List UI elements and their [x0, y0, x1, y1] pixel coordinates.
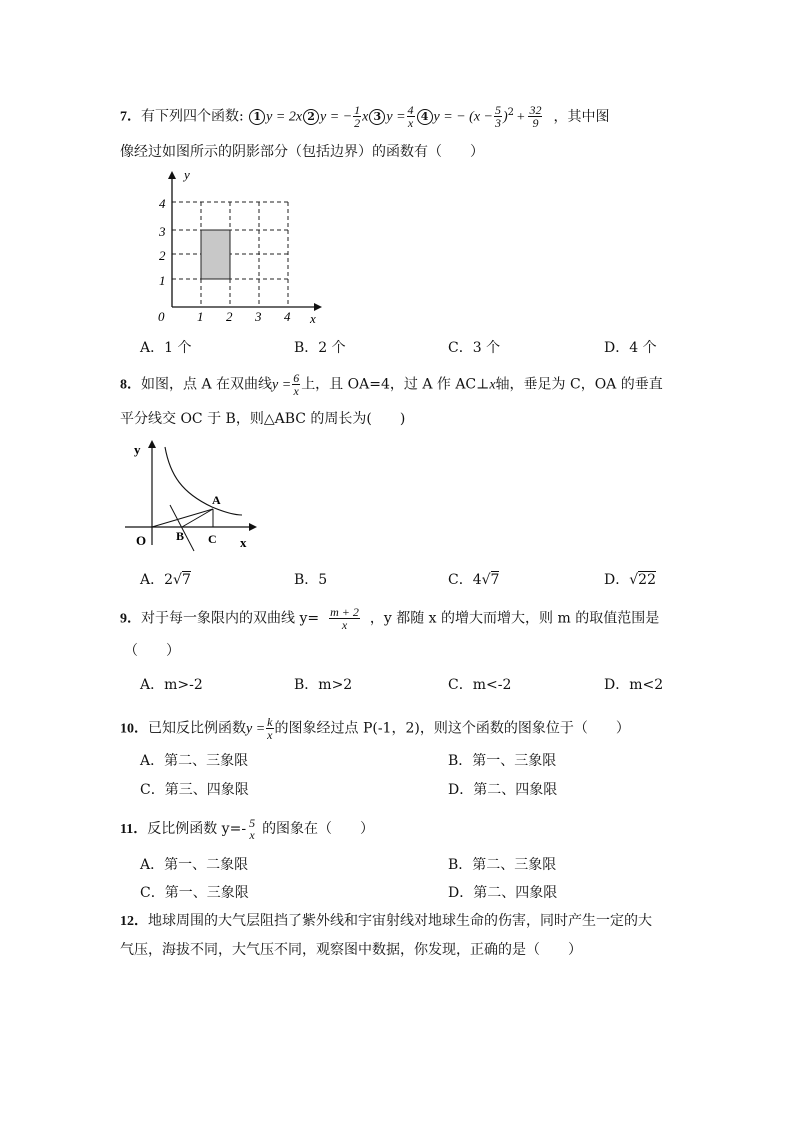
q11-f-num: 5: [249, 816, 256, 830]
q8-hyperbola-curve: [165, 447, 242, 515]
q10-lead: y =: [246, 721, 266, 737]
q11-option-b[interactable]: B．第二、三象限: [448, 857, 557, 873]
q7-f4-plus: +: [516, 109, 526, 125]
circle-2: 2: [303, 109, 319, 125]
q8-text-1: 如图，点 A 在双曲线: [141, 376, 273, 393]
q11-option-c[interactable]: C．第一、三象限: [140, 885, 249, 901]
q10-option-d[interactable]: D．第二、四象限: [448, 782, 558, 798]
sqrt-icon: √: [481, 572, 491, 588]
q7-f4-den: 3: [494, 116, 501, 131]
q8-label-x: x: [240, 535, 247, 550]
q8-c-prefix: C．4: [448, 572, 482, 588]
q7-f2-num: 1: [354, 103, 361, 118]
q7-f2-den: 2: [354, 116, 361, 131]
q7-f3-fraction: [407, 104, 415, 129]
y-axis-label: y: [184, 167, 190, 182]
q7-option-c[interactable]: C．3 个: [448, 340, 501, 356]
q9-f-num: m + 2: [330, 605, 359, 619]
q11-text-2: 的图象在（ ）: [262, 821, 375, 837]
q12-text-1: 地球周围的大气层阻挡了紫外线和宇宙射线对地球生命的伤害，同时产生一定的大: [148, 913, 652, 929]
q8-text-3: 轴，垂足为 C，OA 的垂直: [495, 376, 663, 393]
q7-option-d[interactable]: D．4 个: [604, 340, 657, 356]
q8-label-a: A: [212, 493, 221, 507]
q8-a-radicand: 7: [181, 572, 191, 588]
y-tick-1: 1: [159, 273, 166, 288]
x-axis-arrow: [314, 303, 322, 311]
q9-line1: [120, 606, 659, 631]
q8-lead: y =: [272, 377, 292, 393]
shaded-region: [201, 230, 230, 279]
q7-f4-num: 5: [494, 103, 501, 118]
q8-hyperbola-graph: [120, 435, 270, 555]
q7-line1: [120, 104, 609, 129]
q8-fraction: [292, 372, 300, 397]
q7-f2-fraction: [353, 104, 361, 129]
q7-grid-graph: [140, 165, 340, 330]
y-tick-4: 4: [159, 196, 166, 211]
y-axis-arrow: [168, 171, 176, 179]
q8-option-c[interactable]: [448, 571, 499, 589]
q7-prefix: 有下列四个函数:: [141, 108, 249, 125]
perpendicular-bisector: [170, 505, 194, 551]
q7-f2-lead: y = −: [320, 109, 353, 125]
circle-1: 1: [249, 109, 265, 125]
q7-f4-fraction: [494, 104, 502, 129]
q7-f2-tail: x: [362, 109, 369, 125]
q11-line1: [120, 817, 374, 841]
q9-option-a[interactable]: A．m>-2: [140, 677, 203, 693]
q9-option-c[interactable]: C．m<-2: [448, 677, 512, 693]
q9-option-d[interactable]: D．m<2: [604, 677, 664, 693]
segment-ab: [182, 509, 213, 527]
q10-f-num: k: [267, 715, 273, 729]
q8-number: 8．: [120, 377, 141, 393]
q9-number: 9．: [120, 611, 141, 627]
q11-f-den: x: [249, 828, 255, 842]
q9-text-2: ，y 都随 x 的增大而增大，则 m 的取值范围是: [369, 610, 660, 627]
q9-f-den: x: [341, 618, 348, 632]
q8-label-o: O: [136, 533, 147, 548]
q10-option-c[interactable]: C．第三、四象限: [140, 782, 249, 798]
q10-fraction: [266, 716, 273, 741]
q7-f3-lead: y =: [386, 109, 406, 125]
q8-label-y: y: [134, 442, 141, 457]
q7-option-a[interactable]: A．1 个: [140, 340, 192, 356]
q11-fraction: [248, 817, 256, 841]
segment-oa: [152, 509, 213, 527]
q11-number: 11．: [120, 822, 148, 837]
q8-d-radicand: 22: [638, 572, 656, 588]
x-tick-4: 4: [284, 309, 291, 324]
q9-option-b[interactable]: B．m>2: [294, 677, 353, 693]
q11-option-a[interactable]: A．第一、二象限: [140, 857, 249, 873]
q7-f1: y = 2x: [266, 109, 303, 125]
sqrt-icon: √: [629, 572, 639, 588]
q12-line2: 气压，海拔不同，大气压不同，观察图中数据，你发现，正确的是（ ）: [120, 942, 582, 958]
q11-text-1: 反比例函数 y=-: [147, 821, 247, 837]
q7-f4-close: ): [502, 109, 508, 125]
q10-text-2: 的图象经过点 P(-1，2)，则这个函数的图象位于（ ）: [274, 720, 630, 737]
q8-a-prefix: A．2: [140, 572, 174, 588]
q9-text-1: 对于每一象限内的双曲线 y=: [141, 610, 320, 627]
q8-c-radicand: 7: [490, 572, 500, 588]
q8-text-2: 上，且 OA=4，过 A 作 AC⊥: [301, 376, 490, 393]
q8-label-c: C: [208, 532, 217, 546]
q7-f3-num: 4: [407, 103, 414, 118]
q8-x-arrow: [249, 523, 257, 531]
q7-suffix: ，其中图: [553, 108, 610, 125]
q8-f-den: x: [293, 384, 299, 398]
circle-3: 3: [369, 109, 385, 125]
q8-line2: 平分线交 OC 于 B，则△ABC 的周长为( ): [120, 411, 406, 427]
sqrt-icon: √: [173, 572, 182, 588]
q7-f4-const: [528, 104, 542, 129]
q7-line2: 像经过如图所示的阴影部分（包括边界）的函数有（ ）: [120, 144, 484, 160]
q7-option-b[interactable]: B．2 个: [294, 340, 346, 356]
q8-option-a[interactable]: [140, 571, 191, 589]
q10-option-a[interactable]: A．第二、三象限: [140, 753, 249, 769]
q9-line2: （ ）: [124, 643, 180, 659]
q7-f4-exp: 2: [507, 107, 515, 118]
q10-number: 10．: [120, 721, 148, 737]
x-tick-1: 1: [197, 309, 204, 324]
q8-option-b[interactable]: B．5: [294, 572, 328, 588]
q7-number: 7．: [120, 109, 141, 125]
q8-d-prefix: D．: [604, 572, 630, 588]
q8-y-arrow: [148, 440, 156, 448]
q12-number: 12．: [120, 914, 148, 929]
q8-f-num: 6: [293, 371, 300, 385]
q8-label-b: B: [176, 529, 185, 543]
q11-option-d[interactable]: D．第二、四象限: [448, 885, 558, 901]
x-tick-3: 3: [255, 309, 262, 324]
y-tick-2: 2: [159, 248, 166, 263]
q8-line1: [120, 372, 663, 397]
q8-option-d[interactable]: [604, 571, 656, 589]
origin-label: 0: [158, 309, 165, 324]
q9-fraction: [329, 606, 360, 631]
q10-text-1: 已知反比例函数: [148, 720, 246, 737]
q7-f4-cnum: 32: [529, 103, 542, 118]
x-axis-label: x: [310, 311, 316, 326]
x-tick-2: 2: [226, 309, 233, 324]
q7-f4-lead: y = − (x −: [433, 109, 493, 125]
q7-f3-den: x: [407, 116, 414, 131]
q7-f4-cden: 9: [532, 116, 539, 131]
q10-line1: [120, 716, 630, 741]
q8-x-var: x: [489, 377, 496, 393]
q10-option-b[interactable]: B．第一、三象限: [448, 753, 557, 769]
q10-f-den: x: [267, 728, 273, 742]
q12-line1: [120, 912, 652, 931]
circle-4: 4: [417, 109, 433, 125]
y-tick-3: 3: [159, 224, 166, 239]
